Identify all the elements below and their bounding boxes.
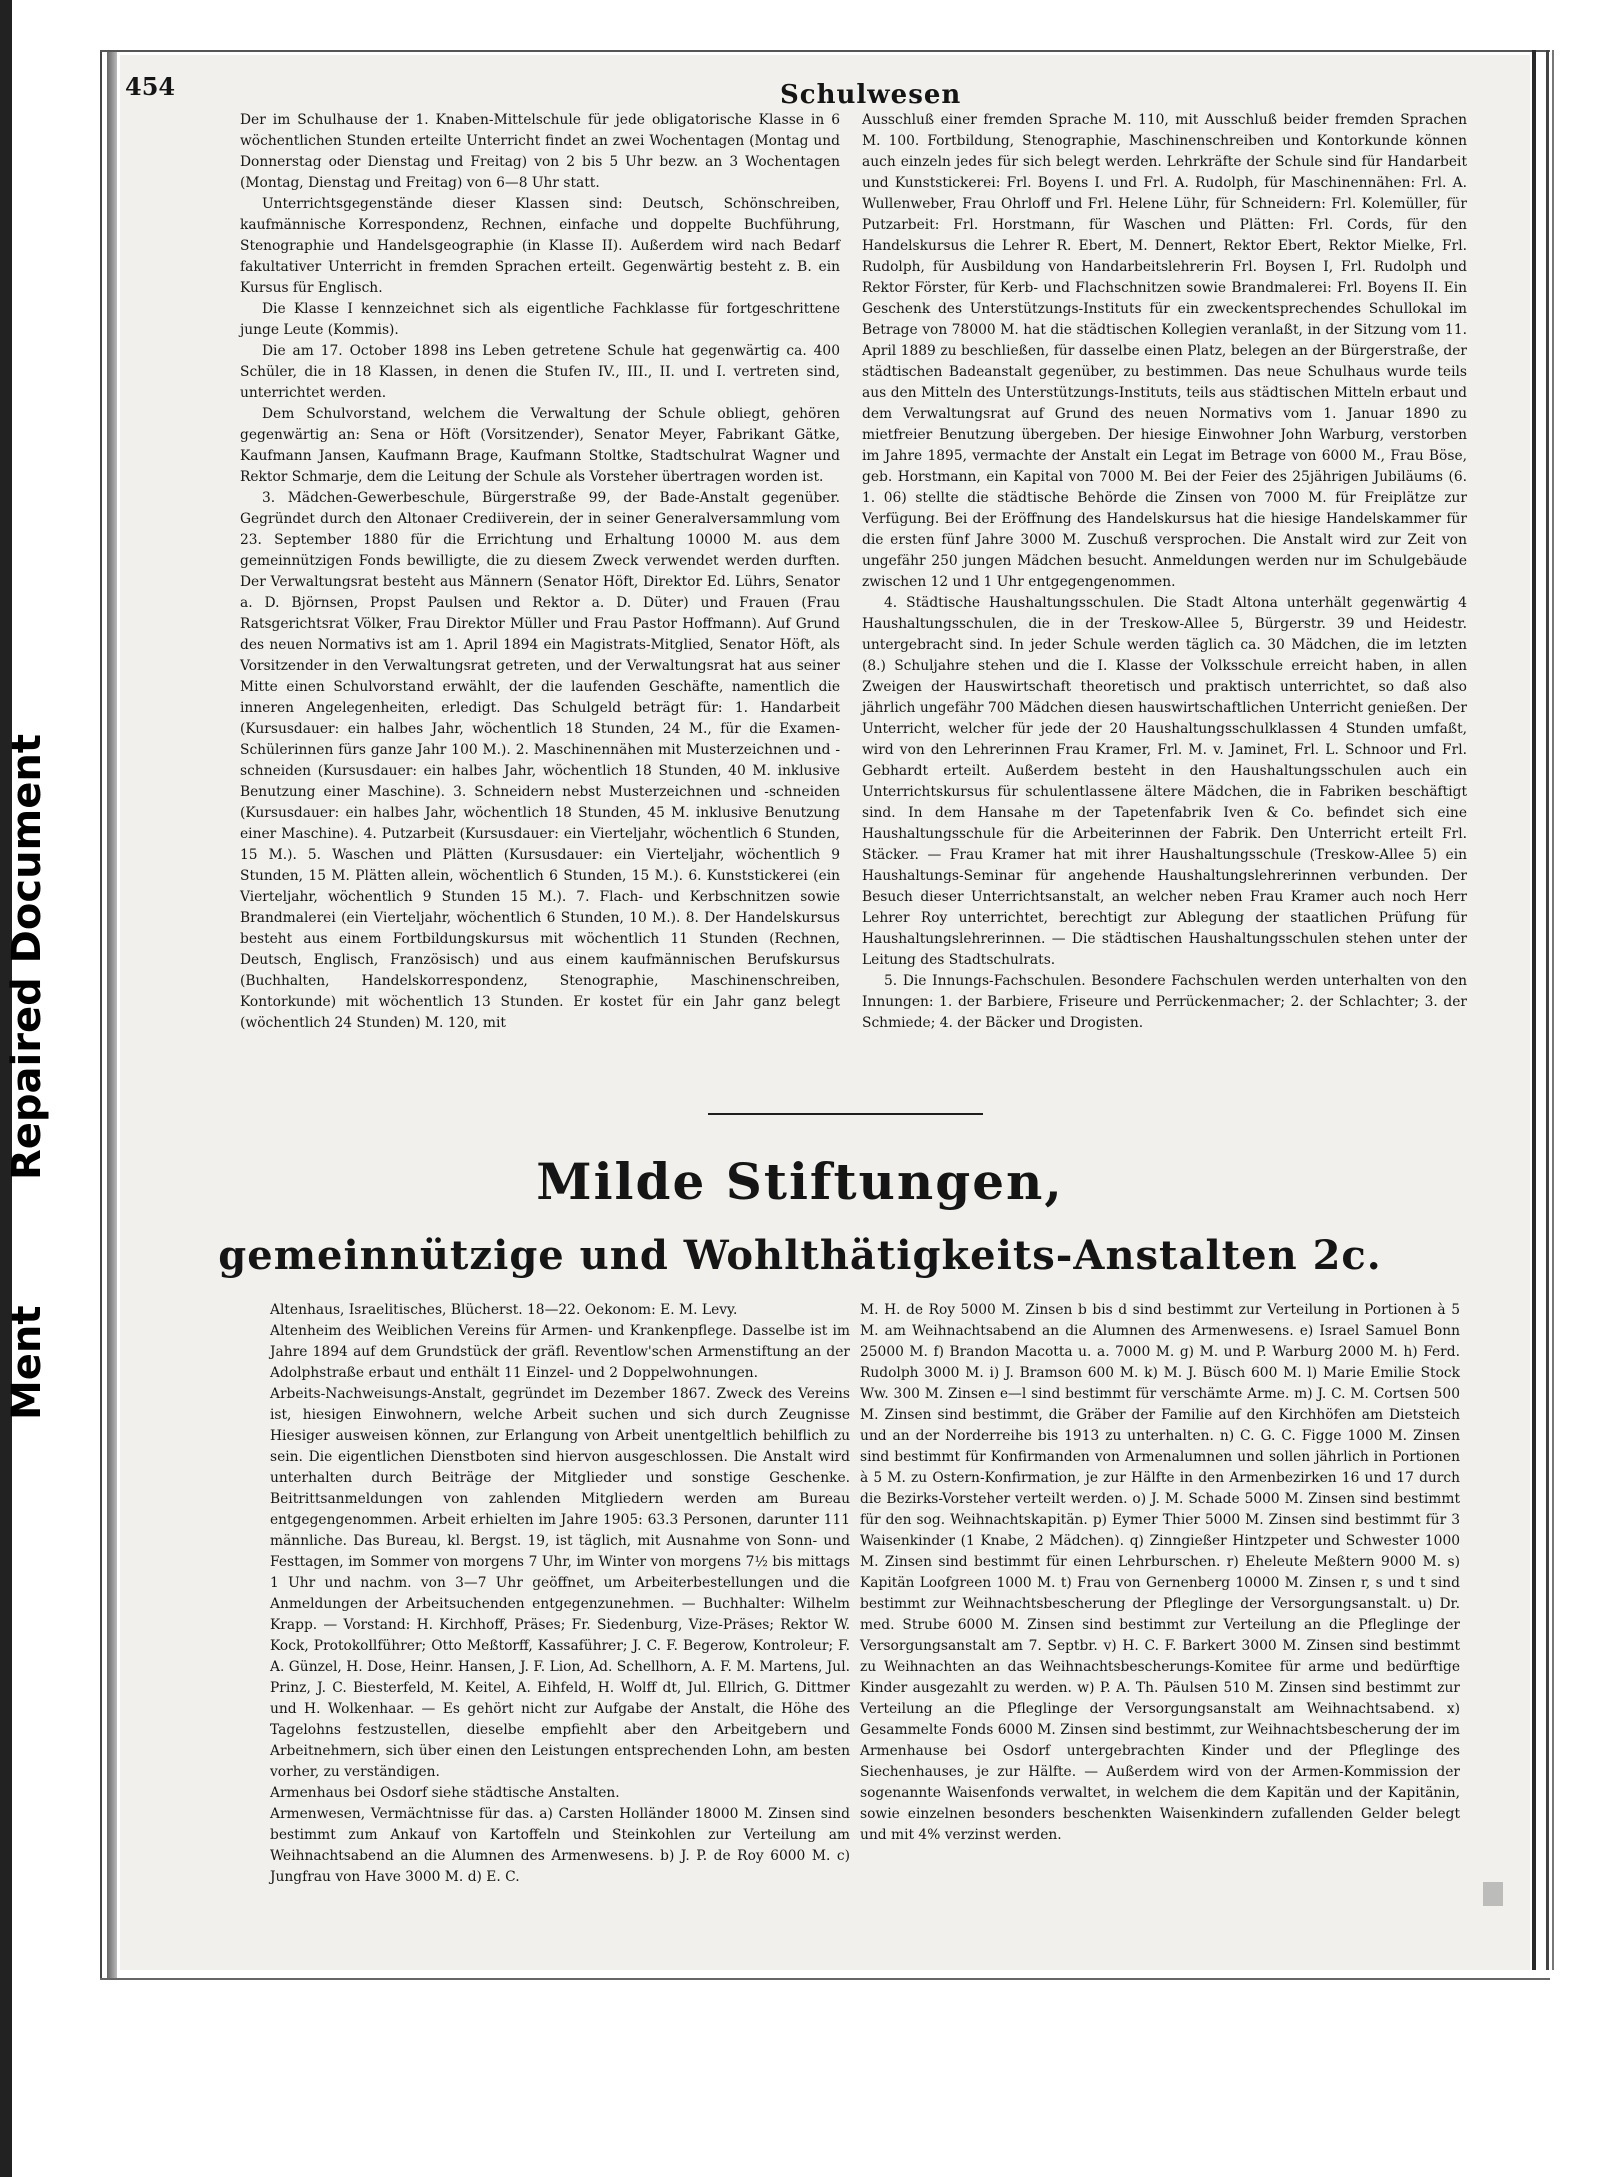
bottom-right-column xyxy=(860,1300,1460,1846)
scan-artifact xyxy=(1483,1882,1503,1906)
directory-entry: Armenhaus bei Osdorf siehe städtische Anstalten. xyxy=(270,1785,620,1801)
paragraph: Die Klasse I kennzeichnet sich als eigentliche Fachklasse für fortgeschrittene junge Leute (Kommis). xyxy=(240,301,840,338)
paragraph: Ausschluß einer fremden Sprache M. 110, mit Ausschluß beider fremden Sprachen M. 100. Fortbildung, Stenographie, Maschinenschreiben und Kontorkunde können auch einzeln jedes für sich belegt werden. Lehrkräfte der Schule sind für Handarbeit und Kunststickerei: Frl. Boyens I. und Frl. A. Rudolph, für Maschinennähen: Frl. A. Wullenweber, Frau Ohrloff und Frl. Helene Lühr, für Schneidern: Frl. Kolemüller, für Putzarbeit: Frl. Horstmann, für Waschen und Plätten: Frl. Cords, für den Handelskursus die Lehrer R. Ebert, M. Dennert, Rektor Ebert, Rektor Mielke, Frl. Rudolph, für Ausbildung von Handarbeitslehrerin Frl. Boysen I, Frl. Rudolph und Rektor Förster, für Kerb- und Flachschnitzen sowie Brandmalerei: Frl. Boyens II. Ein Geschenk des Unterstützungs-Instituts für ein zweckentsprechendes Schullokal im Betrage von 78000 M. hat die städtischen Kollegien veranlaßt, in der Sitzung vom 11. April 1889 zu beschließen, für dasselbe einen Platz, belegen an der Bürgerstraße, der städtischen Badeanstalt gegenüber, zu bestimmen. Das neue Schulhaus wurde teils aus den Mitteln des Unterstützungs-Instituts, teils aus städtischen Mitteln erbaut und dem Verwaltungsrat auf Grund des neuen Normativs vom 1. Januar 1890 zu mietfreier Benutzung übergeben. Der hiesige Einwohner John Warburg, verstorben im Jahre 1895, vermachte der Anstalt ein Legat im Betrage von 6000 M., Frau Böse, geb. Horstmann, ein Kapital von 7000 M. Bei der Feier des 25jährigen Jubiläums (6. 1. 06) stellte die städtische Behörde die Zinsen von 7000 M. für Freiplätze zur Verfügung. Bei der Eröffnung des Handelskursus hat die hiesige Handelskammer für die ersten fünf Jahre 3000 M. Zuschuß versprochen. Die Anstalt wird zur Zeit von ungefähr 250 jungen Mädchen besucht. Anmeldungen werden nur im Schulgebäude zwischen 12 und 1 Uhr entgegengenommen. xyxy=(862,112,1467,590)
bottom-left-column xyxy=(270,1300,850,1888)
section-title-line-1: Milde Stiftungen, xyxy=(536,1152,1064,1211)
paragraph: Unterrichtsgegenstände dieser Klassen sind: Deutsch, Schönschreiben, kaufmännische Korrespondenz, Rechnen, einfache und doppelte Buchführung, Stenographie und Handelsgeographie (in Klasse II). Außerdem wird nach Bedarf fakultativer Unterricht in fremden Sprachen erteilt. Gegenwärtig besteht z. B. ein Kursus für Englisch. xyxy=(240,196,840,296)
directory-entry: M. H. de Roy 5000 M. Zinsen b bis d sind bestimmt zur Verteilung in Portionen à 5 M. am Weihnachtsabend an die Alumnen des Armenwesens. e) Israel Samuel Bonn 25000 M. f) Brandon Macotta u. a. 7000 M. g) M. und P. Warburg 2000 M. h) Ferd. Rudolph 3000 M. i) J. Bramson 600 M. k) M. J. Büsch 600 M. l) Marie Emilie Stock Ww. 300 M. Zinsen e—l sind bestimmt für verschämte Arme. m) J. C. M. Cortsen 500 M. Zinsen sind bestimmt, die Gräber der Familie auf den Kirchhöfen am Dietsteich und an der Norderreihe bis 1913 zu unterhalten. n) C. G. C. Figge 1000 M. Zinsen sind bestimmt für Konfirmanden von Armenalumnen und sollen jährlich in Portionen à 5 M. zu Ostern-Konfirmation, je zur Hälfte in den Armenbezirken 16 und 17 durch die Bezirks-Vorsteher verteilt werden. o) J. M. Schade 5000 M. Zinsen sind bestimmt für den sog. Weihnachtskapitän. p) Eymer Thier 5000 M. Zinsen sind bestimmt für 3 Waisenkinder (1 Knabe, 2 Mädchen). q) Zinngießer Hintzpeter und Schwester 1000 M. Zinsen sind bestimmt für einen Lehrburschen. r) Eheleute Meßtern 9000 M. s) Kapitän Loofgreen 1000 M. t) Frau von Gernenberg 10000 M. Zinsen r, s und t sind bestimmt zur Weihnachtsbescherung der Pfleglinge der Versorgungsanstalt. u) Dr. med. Strube 6000 M. Zinsen sind bestimmt zur Verteilung an die Pfleglinge der Versorgungsanstalt am 7. Septbr. v) H. C. F. Barkert 3000 M. Zinsen sind bestimmt zu Weihnachten an das Weihnachtsbescherungs-Komitee für arme und bedürftige Kinder ausgezahlt zu werden. w) P. A. Th. Päulsen 510 M. Zinsen sind bestimmt zur Verteilung an die Pfleglinge der Versorgungsanstalt am Weihnachtsabend. x) Gesammelte Fonds 6000 M. Zinsen sind bestimmt, zur Weihnachtsbescherung der im Armenhause bei Osdorf untergebrachten Kinder und der Pfleglinge des Siechenhauses, je zur Hälfte. — Außerdem wird von der Armen-Kommission der sogenannte Waisenfonds verwaltet, in welchem die dem Kapitän und der Kapitänin, sowie einzelnen besonders beschenkten Waisenkindern zufallenden Gelder belegt und mit 4% verzinst werden. xyxy=(860,1302,1460,1843)
film-edge-rail xyxy=(1552,50,1554,1970)
film-edge-bottom xyxy=(100,1978,1550,1980)
paragraph: Die am 17. October 1898 ins Leben getretene Schule hat gegenwärtig ca. 400 Schüler, die in 18 Klassen, in denen die Stufen IV., III., II. und I. vertreten sind, unterrichtet werden. xyxy=(240,343,840,401)
film-edge-left xyxy=(100,50,102,1980)
sidebar-label: Repaired Document xyxy=(4,734,50,1180)
directory-entry: Armenwesen, Vermächtnisse für das. a) Carsten Holländer 18000 M. Zinsen sind bestimmt zum Ankauf von Kartoffeln und Steinkohlen zur Verteilung am Weihnachtsabend an die Alumnen des Armenwesens. b) J. P. de Roy 6000 M. c) Jungfrau von Have 3000 M. d) E. C. xyxy=(270,1806,850,1885)
section-divider xyxy=(708,1113,983,1115)
paragraph: 4. Städtische Haushaltungsschulen. Die Stadt Altona unterhält gegenwärtig 4 Haushaltungsschulen, die in der Treskow-Allee 5, Bürgerstr. 39 und Heidestr. untergebracht sind. In jeder Schule werden täglich ca. 30 Mädchen, die im letzten (8.) Schuljahre stehen und die I. Klasse der Volksschule erreicht haben, in allen Zweigen der Hauswirtschaft theoretisch und praktisch unterrichtet, so daß also jährlich ungefähr 700 Mädchen diesen hauswirtschaftlichen Unterricht genießen. Der Unterricht, welcher für jede der 20 Haushaltungsschulklassen 4 Stunden umfaßt, wird von den Lehrerinnen Frau Kramer, Frl. M. v. Jaminet, Frl. L. Schnoor und Frl. Gebhardt erteilt. Außerdem besteht in den Haushaltungsschulen auch ein Unterrichtskursus für schulentlassene ältere Mädchen, die in Fabriken beschäftigt sind. In dem Hansahe m der Tapetenfabrik Iven & Co. befindet sich eine Haushaltungsschule für die Arbeiterinnen der Fabrik. Den Unterricht erteilt Frl. Stäcker. — Frau Kramer hat mit ihrer Haushaltungsschule (Treskow-Allee 5) ein Haushaltungs-Seminar für angehende Haushaltungslehrerinnen verbunden. Der Besuch dieser Unterrichtsanstalt, an welcher neben Frau Kramer auch noch Herr Lehrer Roy unterrichtet, berechtigt zur Ablegung der staatlichen Prüfung für Haushaltungslehrerinnen. — Die städtischen Haushaltungsschulen stehen unter der Leitung des Stadtschulrats. xyxy=(862,595,1467,968)
running-head: Schulwesen xyxy=(780,80,962,110)
paragraph: 5. Die Innungs-Fachschulen. Besondere Fachschulen werden unterhalten von den Innungen: 1. der Barbiere, Friseure und Perrückenmacher; 2. der Schlachter; 3. der Schmiede; 4. der Bäcker und Drogisten. xyxy=(862,973,1467,1031)
film-edge-left-shade xyxy=(107,50,117,1980)
paragraph: Dem Schulvorstand, welchem die Verwaltung der Schule obliegt, gehören gegenwärtig an: Sena or Höft (Vorsitzender), Senator Meyer, Fabrikant Gätke, Kaufmann Jansen, Kaufmann Brage, Kaufmann Stoltke, Stadtschulrat Wagner und Rektor Schmarje, dem die Leitung der Schule als Vorsteher übertragen worden ist. xyxy=(240,406,840,485)
film-edge-right xyxy=(1532,50,1536,1970)
page-number: 454 xyxy=(125,72,176,101)
film-edge-right-2 xyxy=(1546,50,1549,1970)
paragraph: Der im Schulhause der 1. Knaben-Mittelschule für jede obligatorische Klasse in 6 wöchentlichen Stunden erteilte Unterricht findet an zwei Wochentagen (Montag und Donnerstag oder Dienstag und Freitag) von 2 bis 5 Uhr bezw. an 3 Wochentagen (Montag, Dienstag und Freitag) von 6—8 Uhr statt. xyxy=(240,112,840,191)
directory-entry: Arbeits-Nachweisungs-Anstalt, gegründet im Dezember 1867. Zweck des Vereins ist, hiesigen Einwohnern, welche Arbeit suchen und sich durch Zeugnisse Hiesiger ausweisen können, zur Erlangung von Arbeit unentgeltlich behilflich zu sein. Die eigentlichen Dienstboten sind hiervon ausgeschlossen. Die Anstalt wird unterhalten durch Beiträge der Mitglieder und sonstige Geschenke. Beitrittsanmeldungen von zahlenden Mitgliedern werden am Bureau entgegengenommen. Arbeit erhielten im Jahre 1905: 63.3 Personen, darunter 111 männliche. Das Bureau, kl. Bergst. 19, ist täglich, mit Ausnahme von Sonn- und Festtagen, im Sommer von morgens 7 Uhr, im Winter von morgens 7½ bis mittags 1 Uhr und nachm. von 3—7 Uhr geöffnet, um Arbeiterbestellungen und die Anmeldungen der Arbeitsuchenden entgegenzunehmen. — Buchhalter: Wilhelm Krapp. — Vorstand: H. Kirchhoff, Präses; Fr. Siedenburg, Vize-Präses; Rektor W. Kock, Protokollführer; Otto Meßtorff, Kassaführer; J. C. F. Begerow, Kontroleur; F. A. Günzel, H. Dose, Heinr. Hansen, J. F. Lion, Ad. Schellhorn, A. F. M. Martens, Jul. Prinz, J. C. Biesterfeld, M. Keitel, A. Eihfeld, H. Wolff dt, Jul. Ellrich, G. Dittmer und H. Wolkenhaar. — Es gehört nicht zur Aufgabe der Anstalt, die Höhe des Tagelohns festzustellen, dieselbe empfiehlt aber den Arbeitgebern und Arbeitnehmern, sich über einen den Leistungen entsprechenden Lohn, am besten vorher, zu verständigen. xyxy=(270,1386,850,1780)
top-left-column xyxy=(240,110,840,1034)
film-edge-top xyxy=(100,50,1550,52)
directory-entry: Altenheim des Weiblichen Vereins für Armen- und Krankenpflege. Dasselbe ist im Jahre 1894 auf dem Grundstück der gräfl. Reventlow'schen Armenstiftung an der Adolphstraße erbaut und enthält 11 Einzel- und 2 Doppelwohnungen. xyxy=(270,1323,850,1381)
paragraph: 3. Mädchen-Gewerbeschule, Bürgerstraße 99, der Bade-Anstalt gegenüber. Gegründet durch den Altonaer Crediiverein, der in seiner Generalversammlung vom 23. September 1880 für die Errichtung und Erhaltung 10000 M. aus dem gemeinnützigen Fonds bewilligte, die zu diesem Zweck verwendet werden durften. Der Verwaltungsrat besteht aus Männern (Senator Höft, Direktor Ed. Lührs, Senator a. D. Björnsen, Propst Paulsen und Rektor a. D. Düter) und Frauen (Frau Ratsgerichtsrat Völker, Frau Direktor Müller und Frau Pastor Hoffmann). Auf Grund des neuen Normativs ist am 1. April 1894 ein Magistrats-Mitglied, Senator Höft, als Vorsitzender in den Verwaltungsrat getreten, und der Verwaltungsrat hat aus seiner Mitte einen Schulvorstand erwählt, der die laufenden Geschäfte, namentlich die inneren Angelegenheiten, erledigt. Das Schulgeld beträgt für: 1. Handarbeit (Kursusdauer: ein halbes Jahr, wöchentlich 18 Stunden, 24 M., für die Examen-Schülerinnen fürs ganze Jahr 100 M.). 2. Maschinennähen mit Musterzeichnen und -schneiden (Kursusdauer: ein halbes Jahr, wöchentlich 18 Stunden, 40 M. inklusive Benutzung einer Maschine). 3. Schneidern nebst Musterzeichnen und -schneiden (Kursusdauer: ein halbes Jahr, wöchentlich 18 Stunden, 45 M. inklusive Benutzung einer Maschine). 4. Putzarbeit (Kursusdauer: ein Vierteljahr, wöchentlich 6 Stunden, 15 M.). 5. Waschen und Plätten (Kursusdauer: ein Vierteljahr, wöchentlich 9 Stunden, 15 M. Plätten allein, wöchentlich 6 Stunden, 15 M.). 6. Kunststickerei (ein Vierteljahr, wöchentlich 9 Stunden 15 M.). 7. Flach- und Kerbschnitzen sowie Brandmalerei (ein Vierteljahr, wöchentlich 6 Stunden, 10 M.). 8. Der Handelskursus besteht aus einem Fortbildungskursus mit wöchentlich 11 Stunden (Rechnen, Deutsch, Englisch, Französisch) und aus einem kaufmännischen Berufskursus (Buchhalten, Handelskorrespondenz, Stenographie, Maschinenschreiben, Kontorkunde) mit wöchentlich 13 Stunden. Er kostet für ein Jahr ganz belegt (wöchentlich 24 Stunden) M. 120, mit xyxy=(240,490,840,1031)
directory-entry: Altenhaus, Israelitisches, Blücherst. 18—22. Oekonom: E. M. Levy. xyxy=(270,1302,738,1318)
section-title-line-2: gemeinnützige und Wohlthätigkeits-Anstalten 2c. xyxy=(218,1232,1382,1279)
sidebar-label-fragment: Ment xyxy=(4,1305,50,1420)
top-right-column xyxy=(862,110,1467,1034)
